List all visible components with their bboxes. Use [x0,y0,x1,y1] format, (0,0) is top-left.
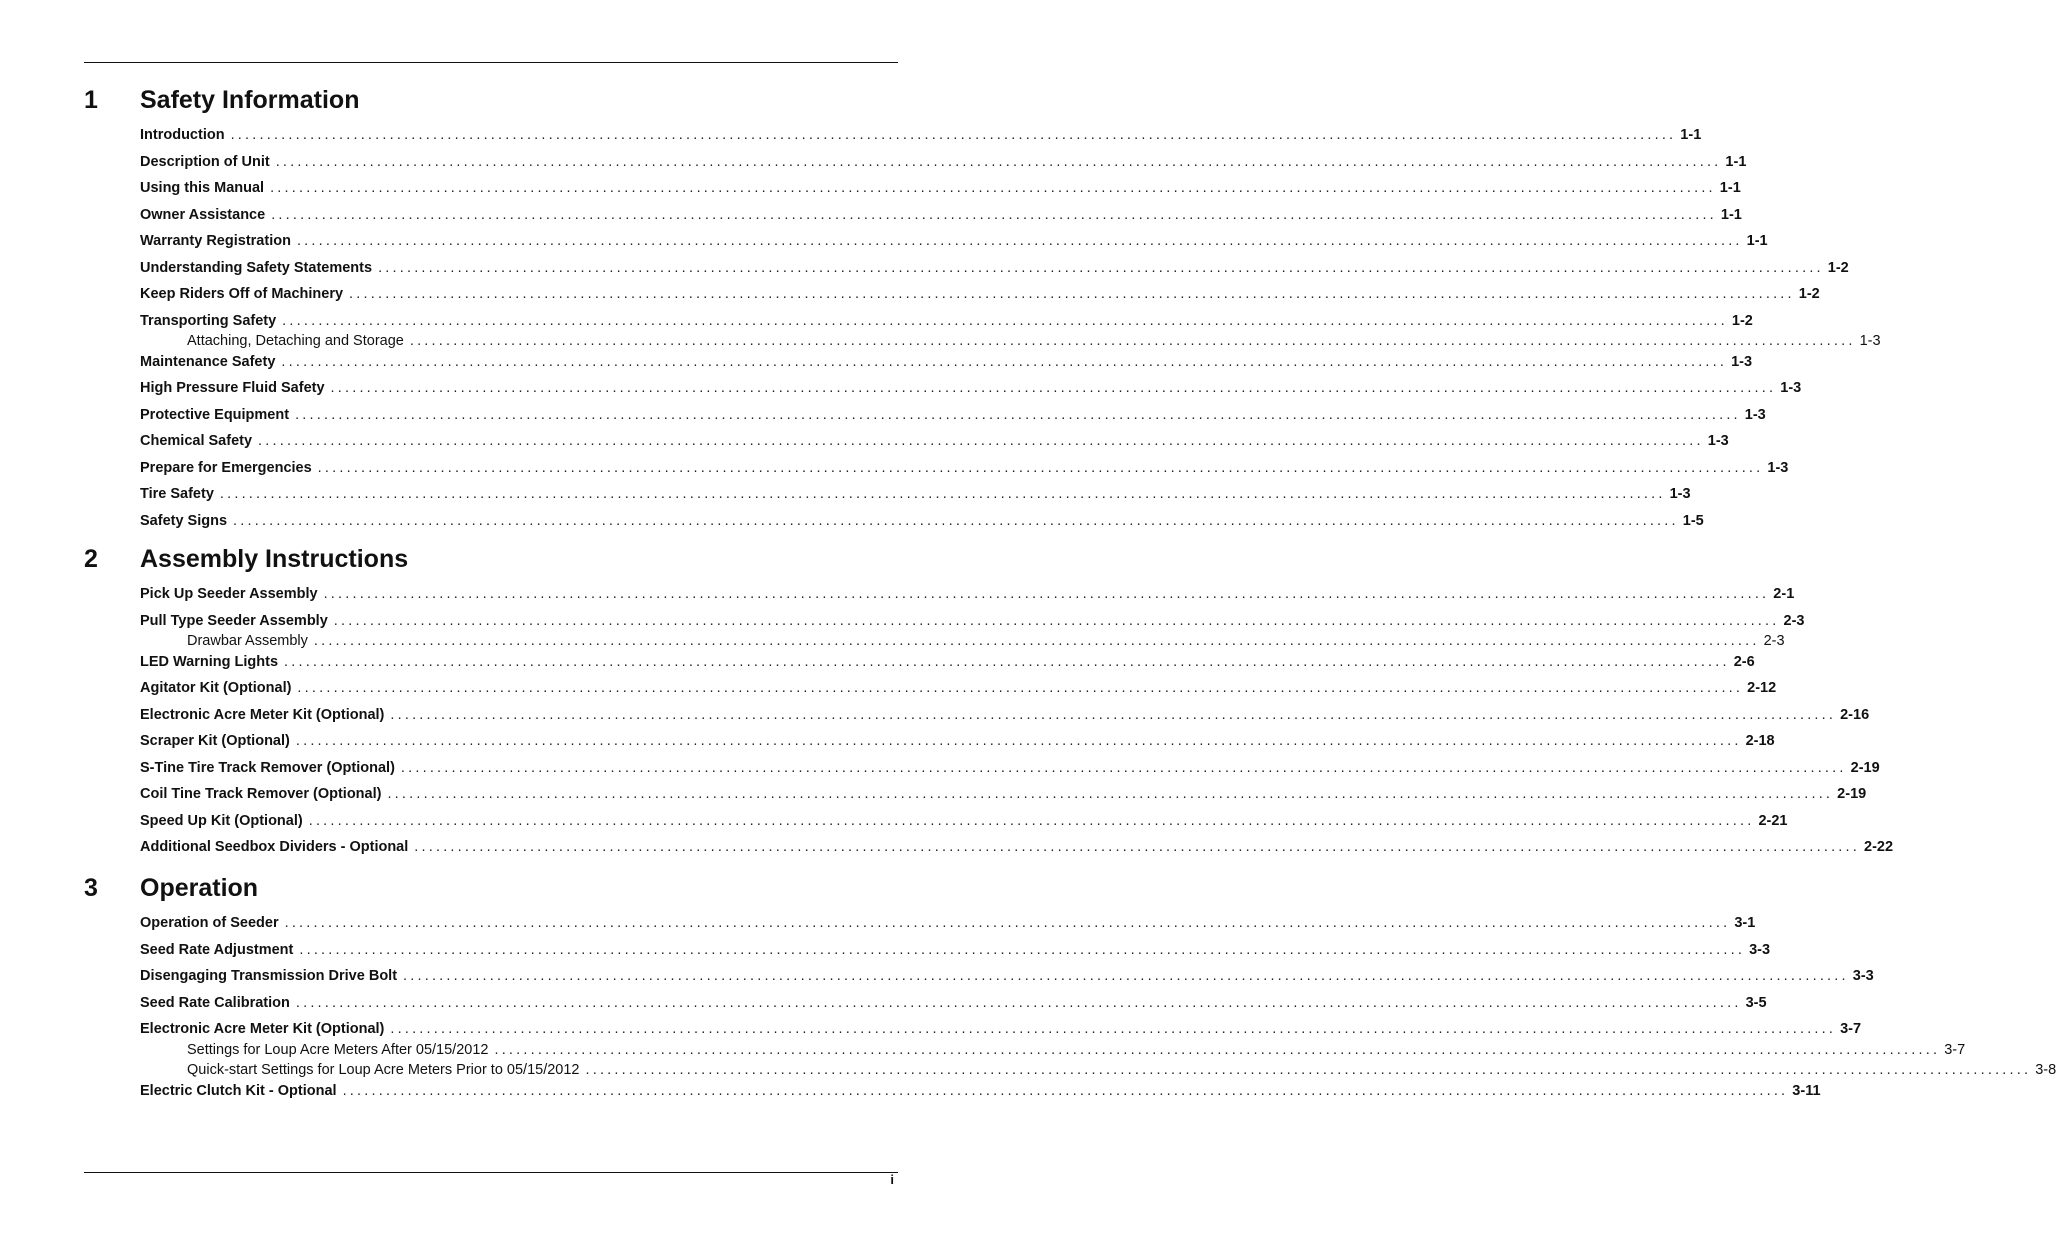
toc-entry-label: Using this Manual [140,180,265,196]
dot-leader: ........................................................................................................................................................................................................ [333,612,1780,629]
chapter-title: Safety Information [140,86,360,114]
toc-entry-page: 3-7 [1840,1021,1862,1037]
dot-leader: ........................................................................................................................................................................................................ [295,406,1741,423]
toc-entry-page: 2-16 [1840,706,1870,723]
toc-entry-page: 2-3 [1763,633,1785,649]
dot-leader: ........................................................................................................................................................................................................ [342,1082,1789,1099]
dot-leader: ........................................................................................................................................................................................................ [297,680,1744,696]
dot-leader: ........................................................................................................................................................................................................ [494,1041,1941,1058]
toc-entry-page: 1-1 [1719,180,1741,196]
dot-leader: ........................................................................................................................................................................................................ [414,839,1860,855]
toc-entry-page: 2-18 [1745,733,1775,749]
chapter-heading [84,543,844,577]
chapter-section [84,872,2056,1099]
toc-entry[interactable] [140,994,1767,1012]
dot-leader: ........................................................................................................................................................................................................ [230,127,1677,143]
toc-entry-page: 1-3 [1744,406,1766,423]
toc-entry-page: 1-2 [1731,312,1753,329]
toc-entry[interactable] [140,153,1747,171]
toc-entry-page: 1-3 [1767,459,1789,476]
dot-leader: ........................................................................................................................................................................................................ [284,915,1731,931]
chapter-title: Assembly Instructions [140,545,409,573]
toc-entry[interactable] [140,759,1880,777]
dot-leader: ........................................................................................................................................................................................................ [308,812,1755,829]
chapter-number: 1 [84,86,98,114]
toc-entry[interactable] [140,679,1777,697]
dot-leader: ........................................................................................................................................................................................................ [271,206,1717,223]
toc-entry-page: 3-5 [1745,994,1767,1011]
dot-leader: ........................................................................................................................................................................................................ [282,312,1728,329]
chapter-number: 3 [84,874,98,902]
toc-entry-label: Description of Unit [140,153,270,170]
dot-leader: ........................................................................................................................................................................................................ [275,153,1722,170]
toc-entry[interactable] [140,485,1691,503]
toc-entry-page: 2-12 [1747,680,1777,696]
toc-entry[interactable] [140,941,1771,959]
dot-leader: ........................................................................................................................................................................................................ [219,486,1666,502]
toc-entry-page: 2-21 [1758,812,1788,829]
toc-entry-label: Agitator Kit (Optional) [140,680,292,696]
toc-entry-label: Quick-start Settings for Loup Acre Meters Prior to 05/15/2012 [187,1062,580,1078]
dot-leader: ........................................................................................................................................................................................................ [295,994,1742,1011]
toc-entry[interactable] [140,512,1704,530]
toc-entry-page: 2-19 [1850,759,1880,776]
toc-entry[interactable] [140,232,1768,250]
toc-entry-label: LED Warning Lights [140,653,279,670]
toc-entry-page: 2-6 [1733,653,1755,670]
toc-entry[interactable] [140,1082,1821,1100]
toc-entry-label: Understanding Safety Statements [140,259,373,276]
dot-leader: ........................................................................................................................................................................................................ [390,706,1837,723]
toc-subentry[interactable] [187,1061,2056,1079]
dot-leader: ........................................................................................................................................................................................................ [313,633,1760,649]
dot-leader: ........................................................................................................................................................................................................ [349,286,1795,302]
dot-leader: ........................................................................................................................................................................................................ [299,941,1746,958]
toc-entry-label: Drawbar Assembly [187,633,308,649]
toc-entry-page: 2-1 [1773,586,1795,602]
toc-entry-label: Seed Rate Adjustment [140,941,294,958]
toc-entry-label: Keep Riders Off of Machinery [140,286,344,302]
toc-entry-label: Protective Equipment [140,406,290,423]
toc-entry-label: Chemical Safety [140,433,253,449]
toc-entry-label: Electronic Acre Meter Kit (Optional) [140,1021,385,1037]
toc-entry[interactable] [140,838,1894,856]
header-rule [84,62,898,63]
toc-entry[interactable] [140,206,1742,224]
chapter-heading [84,872,844,906]
dot-leader: ........................................................................................................................................................................................................ [233,512,1679,529]
toc-entry-page: 1-3 [1669,486,1691,502]
page-number: i [890,1172,894,1187]
toc-entry-label: Electric Clutch Kit - Optional [140,1082,337,1099]
toc-entry-page: 1-1 [1720,206,1742,223]
dot-leader: ........................................................................................................................................................................................................ [295,733,1742,749]
toc-entry[interactable] [140,914,1756,932]
toc-entry-page: 1-3 [1731,353,1753,370]
toc-entry-page: 3-11 [1792,1082,1821,1099]
toc-entry-label: Operation of Seeder [140,915,279,931]
toc-entry-page: 1-3 [1780,380,1802,396]
dot-leader: ........................................................................................................................................................................................................ [585,1062,2032,1078]
dot-leader: ........................................................................................................................................................................................................ [284,653,1730,670]
toc-entry[interactable] [140,732,1775,750]
dot-leader: ........................................................................................................................................................................................................ [387,786,1834,802]
toc-entry-label: Pick Up Seeder Assembly [140,586,318,602]
toc-subentry[interactable] [187,332,1881,350]
toc-entry[interactable] [140,785,1867,803]
toc-entry-label: Coil Tine Track Remover (Optional) [140,786,382,802]
toc-entry[interactable] [140,312,1753,330]
toc-entry[interactable] [140,179,1741,197]
toc-subentry[interactable] [187,1041,1966,1059]
toc-entry-label: S-Tine Tire Track Remover (Optional) [140,759,395,776]
toc-entry-page: 3-3 [1749,941,1771,958]
dot-leader: ........................................................................................................................................................................................................ [323,586,1770,602]
toc-entry-label: Owner Assistance [140,206,266,223]
toc-entry-label: Introduction [140,127,225,143]
dot-leader: ........................................................................................................................................................................................................ [390,1021,1837,1037]
toc-subentry[interactable] [187,632,1785,650]
dot-leader: ........................................................................................................................................................................................................ [317,459,1764,476]
toc-entry-page: 1-1 [1746,233,1768,249]
toc-entry[interactable] [140,432,1729,450]
chapter-number: 2 [84,545,98,573]
toc-entry[interactable] [140,285,1820,303]
dot-leader: ........................................................................................................................................................................................................ [296,233,1743,249]
footer-rule [84,1172,898,1173]
toc-entry[interactable] [140,259,1849,277]
toc-entry-page: 2-3 [1783,612,1805,629]
toc-entry-page: 1-3 [1859,333,1881,349]
toc-entry-label: Attaching, Detaching and Storage [187,333,404,349]
dot-leader: ........................................................................................................................................................................................................ [403,968,1849,984]
toc-entry-page: 2-22 [1864,839,1894,855]
toc-entry-label: Tire Safety [140,486,214,502]
toc-entry[interactable] [140,967,1874,985]
toc-entry[interactable] [140,353,1753,371]
toc-entry[interactable] [140,612,1805,630]
toc-entry-page: 1-2 [1827,259,1849,276]
toc-entry-page: 1-2 [1798,286,1820,302]
toc-entry-label: Maintenance Safety [140,353,276,370]
toc-entry[interactable] [140,379,1802,397]
chapter-title: Operation [140,874,259,902]
dot-leader: ........................................................................................................................................................................................................ [270,180,1716,196]
toc-entry-page: 1-1 [1680,127,1702,143]
toc-entry[interactable] [140,126,1702,144]
toc-entry-label: Pull Type Seeder Assembly [140,612,328,629]
toc-entry[interactable] [140,406,1766,424]
toc-entry[interactable] [140,653,1755,671]
chapter-heading [84,84,844,118]
dot-leader: ........................................................................................................................................................................................................ [378,259,1824,276]
toc-entry-page: 2-19 [1837,786,1867,802]
toc-entry-label: Warranty Registration [140,233,291,249]
toc-entry[interactable] [140,706,1870,724]
toc-entry[interactable] [140,585,1795,603]
toc-entry-label: Speed Up Kit (Optional) [140,812,303,829]
toc-entry-page: 1-5 [1682,512,1704,529]
toc-entry-page: 1-1 [1725,153,1747,170]
toc-entry-label: Additional Seedbox Dividers - Optional [140,839,409,855]
toc-entry-label: Electronic Acre Meter Kit (Optional) [140,706,385,723]
toc-entry-page: 3-8 [2035,1062,2056,1078]
toc-entry[interactable] [140,812,1788,830]
dot-leader: ........................................................................................................................................................................................................ [281,353,1728,370]
toc-entry-page: 3-1 [1734,915,1756,931]
toc-entry-label: High Pressure Fluid Safety [140,380,325,396]
toc-entry-label: Settings for Loup Acre Meters After 05/15/2012 [187,1041,489,1058]
toc-entry-page: 3-3 [1852,968,1874,984]
toc-entry-label: Transporting Safety [140,312,277,329]
toc-entry-label: Disengaging Transmission Drive Bolt [140,968,398,984]
chapter-section [84,84,1881,529]
dot-leader: ........................................................................................................................................................................................................ [258,433,1704,449]
dot-leader: ........................................................................................................................................................................................................ [409,333,1856,349]
dot-leader: ........................................................................................................................................................................................................ [330,380,1777,396]
chapter-section [84,543,1894,855]
toc-entry[interactable] [140,1020,1862,1038]
toc-entry-label: Scraper Kit (Optional) [140,733,290,749]
toc-entry-label: Safety Signs [140,512,228,529]
toc-entry-page: 3-7 [1944,1041,1966,1058]
dot-leader: ........................................................................................................................................................................................................ [400,759,1847,776]
toc-entry-label: Seed Rate Calibration [140,994,290,1011]
toc-entry-label: Prepare for Emergencies [140,459,312,476]
toc-entry-page: 1-3 [1707,433,1729,449]
toc-entry[interactable] [140,459,1789,477]
